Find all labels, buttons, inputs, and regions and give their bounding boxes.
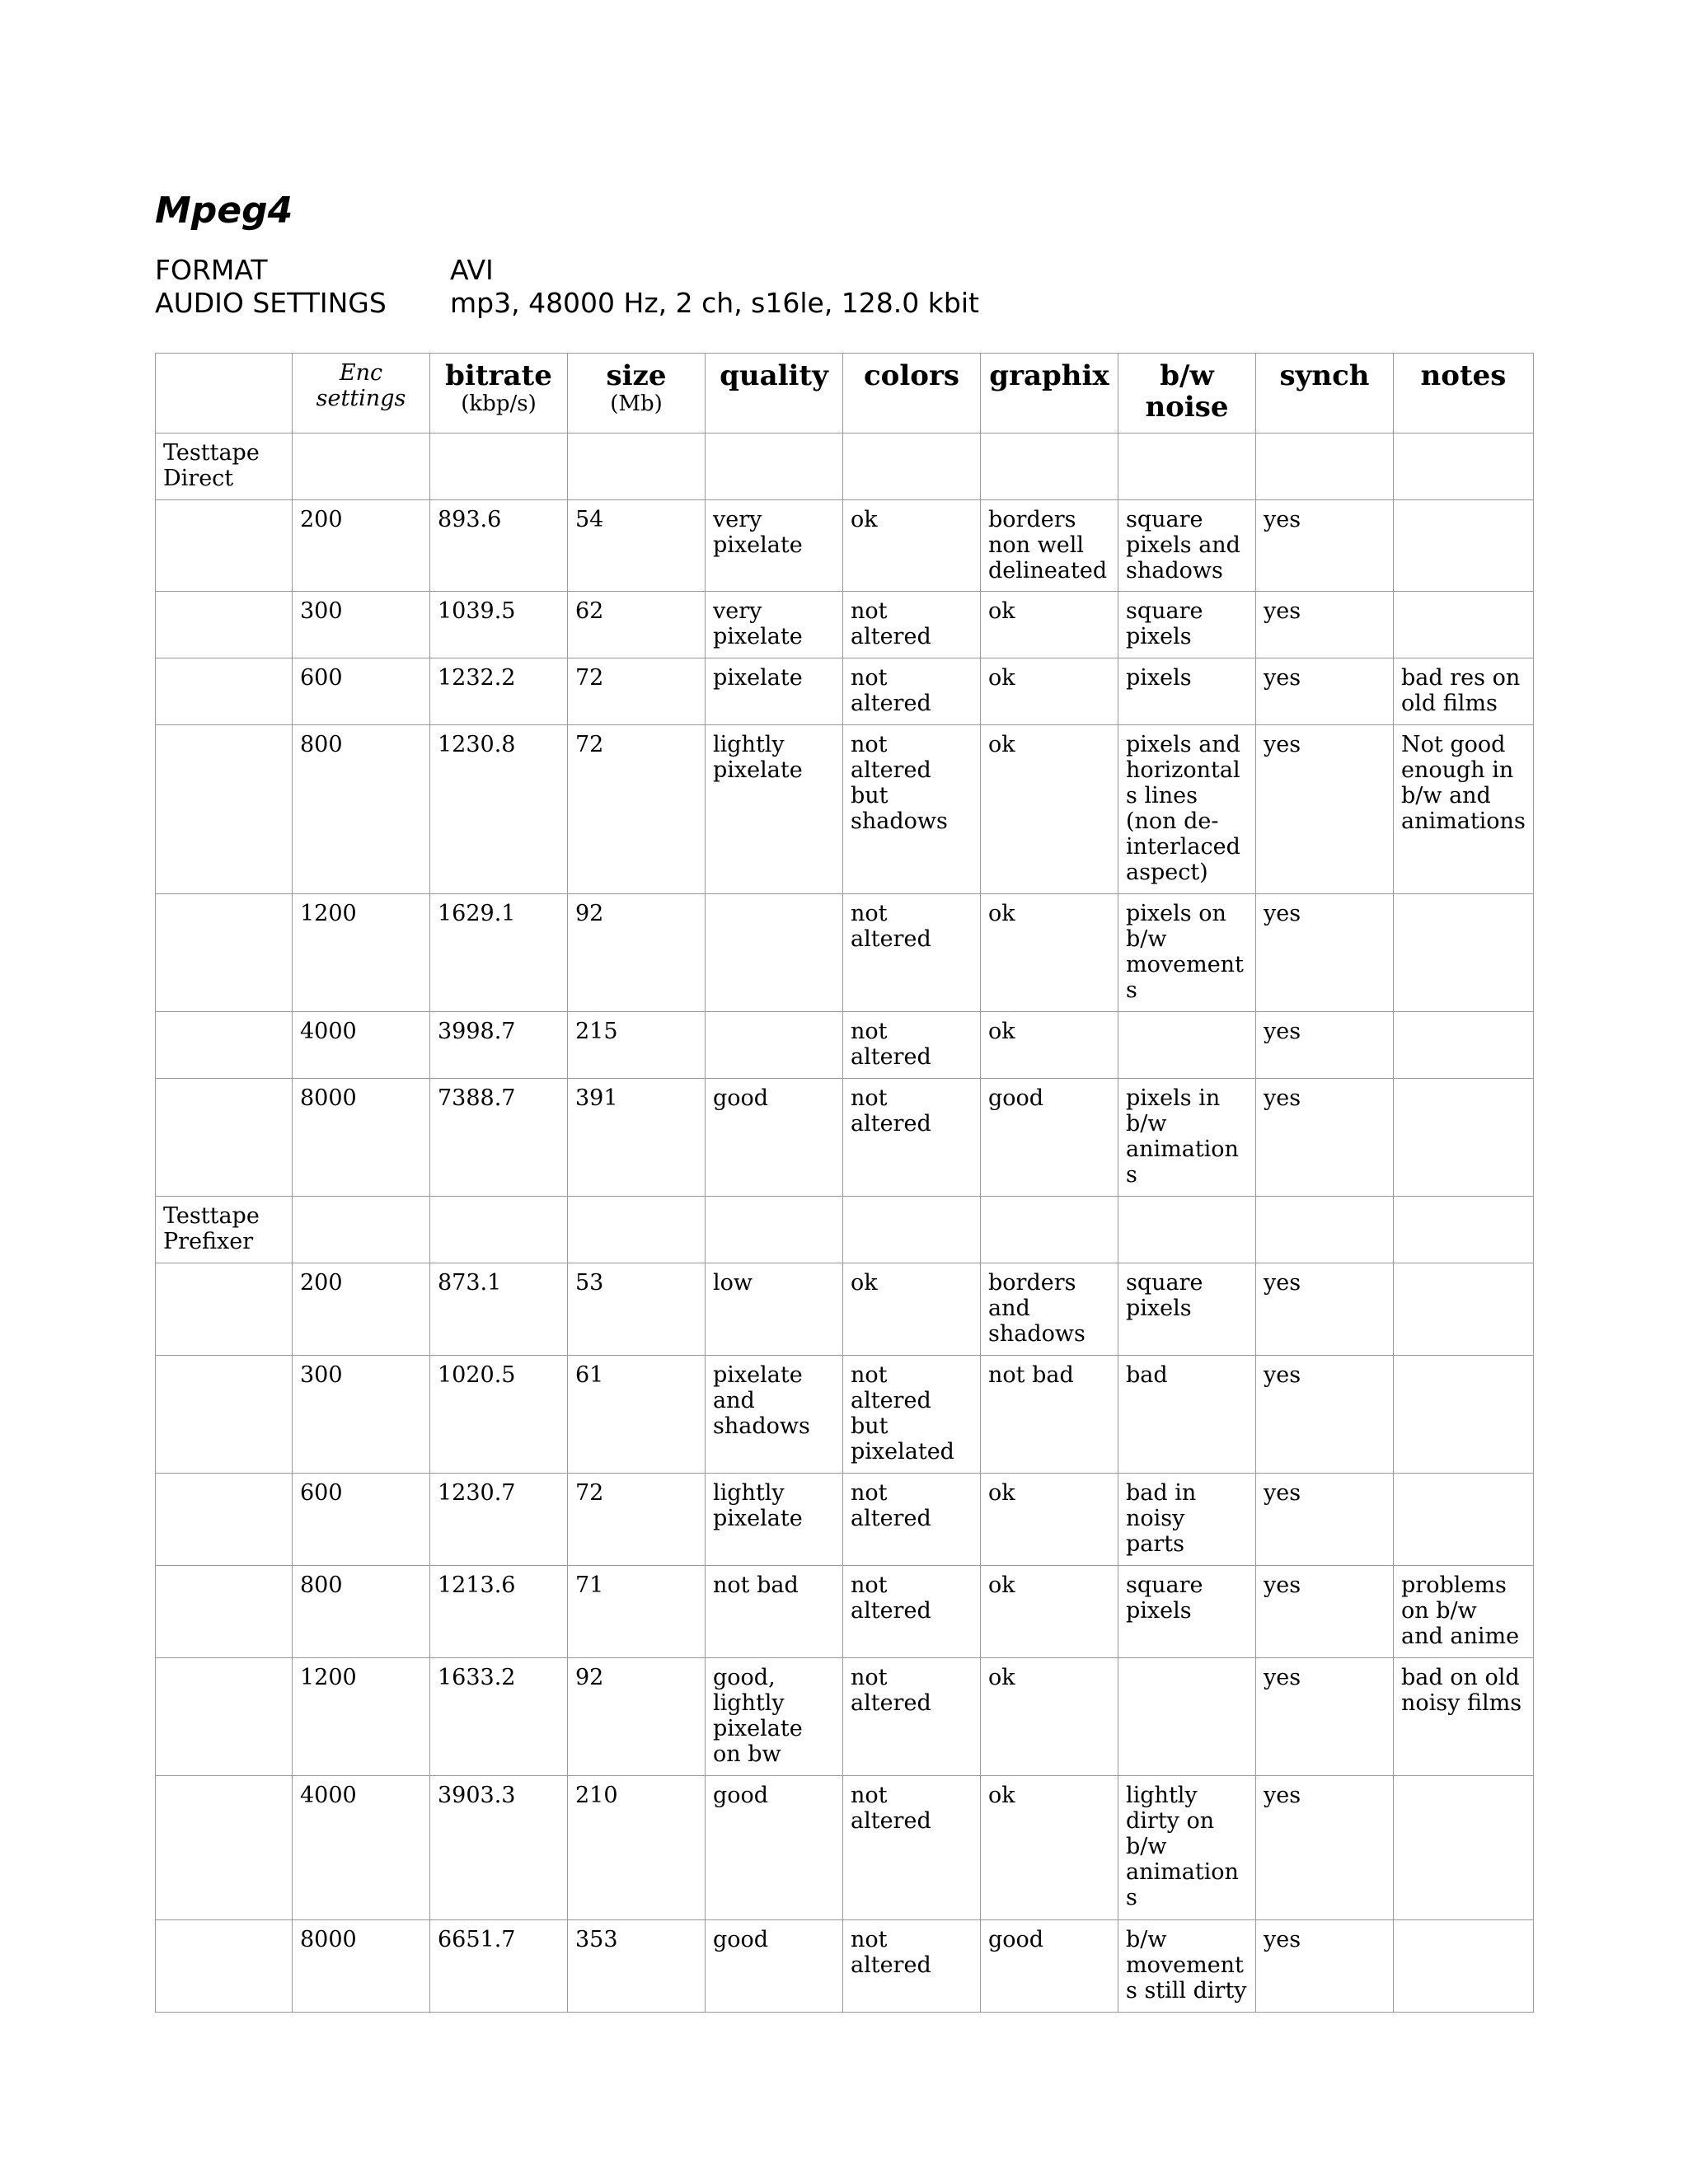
- table-row: [156, 1474, 1534, 1566]
- cell-graphix: ok: [981, 592, 1118, 658]
- table-row: [156, 1658, 1534, 1776]
- empty-cell: [293, 1197, 430, 1263]
- cell-size: 215: [568, 1012, 706, 1079]
- cell-notes: bad on old noisy films: [1394, 1658, 1534, 1776]
- cell-synch: yes: [1256, 1356, 1394, 1474]
- cell-enc: 1200: [293, 1658, 430, 1776]
- empty-cell: [1256, 434, 1394, 500]
- cell-bw-noise: square pixels: [1118, 592, 1256, 658]
- cell-synch: yes: [1256, 1920, 1394, 2013]
- cell-quality: pixelate and shadows: [706, 1356, 843, 1474]
- cell-quality: good: [706, 1920, 843, 2013]
- cell-quality: [706, 1012, 843, 1079]
- cell-colors: not altered: [843, 658, 981, 725]
- cell-colors: not altered: [843, 1474, 981, 1566]
- empty-cell: [568, 434, 706, 500]
- empty-cell: [156, 1474, 293, 1566]
- group-label: Testtape Prefixer: [156, 1197, 293, 1263]
- cell-graphix: borders and shadows: [981, 1263, 1118, 1356]
- header-group-blank: [156, 354, 293, 434]
- cell-colors: ok: [843, 500, 981, 592]
- table-row: [156, 1012, 1534, 1079]
- cell-bitrate: 1629.1: [430, 894, 568, 1012]
- cell-notes: [1394, 1776, 1534, 1920]
- cell-synch: yes: [1256, 592, 1394, 658]
- group-label: Testtape Direct: [156, 434, 293, 500]
- cell-size: 210: [568, 1776, 706, 1920]
- cell-bw-noise: pixels on b/w movements: [1118, 894, 1256, 1012]
- cell-quality: low: [706, 1263, 843, 1356]
- cell-colors: ok: [843, 1263, 981, 1356]
- empty-cell: [981, 1197, 1118, 1263]
- header-colors: [843, 354, 981, 434]
- header-row: [156, 354, 1534, 434]
- table-row: [156, 1566, 1534, 1658]
- empty-cell: [843, 434, 981, 500]
- empty-cell: [568, 1197, 706, 1263]
- table-row: [156, 1356, 1534, 1474]
- empty-cell: [156, 1079, 293, 1197]
- table-row: [156, 592, 1534, 658]
- cell-bw-noise: bad: [1118, 1356, 1256, 1474]
- cell-graphix: ok: [981, 1776, 1118, 1920]
- cell-notes: bad res on old films: [1394, 658, 1534, 725]
- cell-enc: 600: [293, 1474, 430, 1566]
- cell-synch: yes: [1256, 725, 1394, 894]
- cell-size: 92: [568, 894, 706, 1012]
- cell-quality: good, lightly pixelate on bw: [706, 1658, 843, 1776]
- cell-notes: [1394, 500, 1534, 592]
- header-quality: [706, 354, 843, 434]
- empty-cell: [156, 1566, 293, 1658]
- header-graphix-label: graphix: [989, 359, 1109, 392]
- cell-synch: yes: [1256, 1566, 1394, 1658]
- cell-colors: not altered but shadows: [843, 725, 981, 894]
- cell-synch: yes: [1256, 1012, 1394, 1079]
- cell-notes: Not good enough in b/w and animations: [1394, 725, 1534, 894]
- cell-bw-noise: pixels and horizontals lines (non de-interlaced aspect): [1118, 725, 1256, 894]
- metadata-block: [155, 254, 1533, 320]
- cell-graphix: ok: [981, 894, 1118, 1012]
- cell-colors: not altered: [843, 1658, 981, 1776]
- meta-value: mp3, 48000 Hz, 2 ch, s16le, 128.0 kbit: [450, 287, 979, 319]
- cell-bitrate: 1232.2: [430, 658, 568, 725]
- cell-notes: [1394, 592, 1534, 658]
- cell-bw-noise: lightly dirty on b/w animations: [1118, 1776, 1256, 1920]
- cell-enc: 800: [293, 1566, 430, 1658]
- cell-synch: yes: [1256, 1474, 1394, 1566]
- table-row: [156, 658, 1534, 725]
- cell-quality: good: [706, 1776, 843, 1920]
- cell-bw-noise: square pixels and shadows: [1118, 500, 1256, 592]
- cell-notes: problems on b/w and anime: [1394, 1566, 1534, 1658]
- cell-synch: yes: [1256, 658, 1394, 725]
- header-bitrate-unit: (kbp/s): [461, 391, 537, 416]
- table-row: [156, 894, 1534, 1012]
- empty-cell: [843, 1197, 981, 1263]
- cell-graphix: borders non well delineated: [981, 500, 1118, 592]
- empty-cell: [156, 658, 293, 725]
- table-row: [156, 1920, 1534, 2013]
- cell-synch: yes: [1256, 1263, 1394, 1356]
- empty-cell: [156, 894, 293, 1012]
- cell-quality: very pixelate: [706, 592, 843, 658]
- cell-bitrate: 893.6: [430, 500, 568, 592]
- cell-size: 391: [568, 1079, 706, 1197]
- header-notes: [1394, 354, 1534, 434]
- header-size-unit: (Mb): [610, 391, 663, 416]
- cell-bw-noise: bad in noisy parts: [1118, 1474, 1256, 1566]
- empty-cell: [156, 1920, 293, 2013]
- cell-synch: yes: [1256, 500, 1394, 592]
- meta-value: AVI: [450, 254, 494, 286]
- cell-bitrate: 1020.5: [430, 1356, 568, 1474]
- header-synch: [1256, 354, 1394, 434]
- cell-notes: [1394, 1263, 1534, 1356]
- cell-notes: [1394, 1079, 1534, 1197]
- cell-enc: 8000: [293, 1079, 430, 1197]
- cell-bitrate: 1230.8: [430, 725, 568, 894]
- cell-bw-noise: [1118, 1658, 1256, 1776]
- cell-enc: 200: [293, 500, 430, 592]
- header-size: [568, 354, 706, 434]
- cell-quality: [706, 894, 843, 1012]
- cell-quality: lightly pixelate: [706, 725, 843, 894]
- header-size-label: size: [606, 359, 667, 392]
- cell-graphix: ok: [981, 1658, 1118, 1776]
- cell-colors: not altered: [843, 1079, 981, 1197]
- cell-size: 72: [568, 1474, 706, 1566]
- cell-graphix: ok: [981, 1012, 1118, 1079]
- cell-quality: lightly pixelate: [706, 1474, 843, 1566]
- cell-graphix: ok: [981, 725, 1118, 894]
- cell-enc: 600: [293, 658, 430, 725]
- cell-colors: not altered: [843, 1920, 981, 2013]
- cell-size: 353: [568, 1920, 706, 2013]
- cell-notes: [1394, 1474, 1534, 1566]
- table-body: [156, 434, 1534, 2013]
- cell-size: 62: [568, 592, 706, 658]
- cell-bitrate: 3903.3: [430, 1776, 568, 1920]
- cell-enc: 200: [293, 1263, 430, 1356]
- empty-cell: [981, 434, 1118, 500]
- table-row: [156, 1079, 1534, 1197]
- cell-quality: very pixelate: [706, 500, 843, 592]
- empty-cell: [1394, 434, 1534, 500]
- header-notes-label: notes: [1420, 359, 1507, 392]
- empty-cell: [156, 1776, 293, 1920]
- meta-label: AUDIO SETTINGS: [155, 287, 387, 319]
- cell-bw-noise: square pixels: [1118, 1566, 1256, 1658]
- cell-bw-noise: [1118, 1012, 1256, 1079]
- empty-cell: [156, 1263, 293, 1356]
- cell-size: 72: [568, 658, 706, 725]
- cell-size: 61: [568, 1356, 706, 1474]
- cell-notes: [1394, 1920, 1534, 2013]
- table-row: [156, 1263, 1534, 1356]
- cell-colors: not altered: [843, 592, 981, 658]
- cell-bitrate: 1039.5: [430, 592, 568, 658]
- cell-synch: yes: [1256, 894, 1394, 1012]
- header-synch-label: synch: [1279, 359, 1370, 392]
- group-header-row: [156, 434, 1534, 500]
- cell-colors: not altered: [843, 894, 981, 1012]
- cell-enc: 4000: [293, 1776, 430, 1920]
- header-graphix: [981, 354, 1118, 434]
- cell-enc: 4000: [293, 1012, 430, 1079]
- cell-graphix: ok: [981, 1566, 1118, 1658]
- cell-quality: not bad: [706, 1566, 843, 1658]
- cell-colors: not altered but pixelated: [843, 1356, 981, 1474]
- cell-bitrate: 3998.7: [430, 1012, 568, 1079]
- empty-cell: [706, 434, 843, 500]
- cell-size: 72: [568, 725, 706, 894]
- empty-cell: [156, 1658, 293, 1776]
- cell-quality: good: [706, 1079, 843, 1197]
- meta-row-format: [155, 254, 1533, 287]
- cell-notes: [1394, 1356, 1534, 1474]
- header-colors-label: colors: [863, 359, 960, 392]
- results-table: [155, 353, 1534, 2013]
- document-title: Mpeg4: [155, 190, 293, 232]
- document-page: [155, 188, 1533, 2013]
- empty-cell: [1256, 1197, 1394, 1263]
- cell-enc: 8000: [293, 1920, 430, 2013]
- cell-colors: not altered: [843, 1012, 981, 1079]
- cell-colors: not altered: [843, 1776, 981, 1920]
- cell-bitrate: 6651.7: [430, 1920, 568, 2013]
- cell-bw-noise: square pixels: [1118, 1263, 1256, 1356]
- cell-graphix: good: [981, 1920, 1118, 2013]
- empty-cell: [430, 1197, 568, 1263]
- cell-notes: [1394, 894, 1534, 1012]
- cell-graphix: ok: [981, 1474, 1118, 1566]
- cell-bw-noise: pixels: [1118, 658, 1256, 725]
- header-enc-settings: Enc settings: [293, 354, 430, 434]
- cell-size: 54: [568, 500, 706, 592]
- meta-label: FORMAT: [155, 254, 268, 286]
- cell-enc: 300: [293, 592, 430, 658]
- empty-cell: [156, 592, 293, 658]
- header-bitrate-label: bitrate: [445, 359, 552, 392]
- cell-colors: not altered: [843, 1566, 981, 1658]
- empty-cell: [293, 434, 430, 500]
- table-row: [156, 500, 1534, 592]
- empty-cell: [706, 1197, 843, 1263]
- cell-graphix: ok: [981, 658, 1118, 725]
- group-header-row: [156, 1197, 1534, 1263]
- empty-cell: [156, 1012, 293, 1079]
- cell-enc: 1200: [293, 894, 430, 1012]
- cell-size: 92: [568, 1658, 706, 1776]
- cell-bitrate: 1230.7: [430, 1474, 568, 1566]
- cell-synch: yes: [1256, 1658, 1394, 1776]
- cell-synch: yes: [1256, 1776, 1394, 1920]
- table-row: [156, 725, 1534, 894]
- empty-cell: [1394, 1197, 1534, 1263]
- cell-bw-noise: pixels in b/w animations: [1118, 1079, 1256, 1197]
- empty-cell: [156, 725, 293, 894]
- empty-cell: [156, 500, 293, 592]
- header-bw-noise: [1118, 354, 1256, 434]
- empty-cell: [430, 434, 568, 500]
- cell-bw-noise: b/w movements still dirty: [1118, 1920, 1256, 2013]
- empty-cell: [156, 1356, 293, 1474]
- cell-size: 53: [568, 1263, 706, 1356]
- empty-cell: [1118, 1197, 1256, 1263]
- cell-bitrate: 1633.2: [430, 1658, 568, 1776]
- cell-synch: yes: [1256, 1079, 1394, 1197]
- cell-size: 71: [568, 1566, 706, 1658]
- cell-bitrate: 1213.6: [430, 1566, 568, 1658]
- table-row: [156, 1776, 1534, 1920]
- cell-quality: pixelate: [706, 658, 843, 725]
- header-bw-noise-label: b/w noise: [1145, 359, 1229, 424]
- meta-row-audio-settings: [155, 287, 1533, 320]
- cell-graphix: not bad: [981, 1356, 1118, 1474]
- cell-enc: 800: [293, 725, 430, 894]
- header-bitrate: [430, 354, 568, 434]
- cell-bitrate: 873.1: [430, 1263, 568, 1356]
- cell-graphix: good: [981, 1079, 1118, 1197]
- empty-cell: [1118, 434, 1256, 500]
- cell-bitrate: 7388.7: [430, 1079, 568, 1197]
- cell-enc: 300: [293, 1356, 430, 1474]
- header-quality-label: quality: [720, 359, 828, 392]
- cell-notes: [1394, 1012, 1534, 1079]
